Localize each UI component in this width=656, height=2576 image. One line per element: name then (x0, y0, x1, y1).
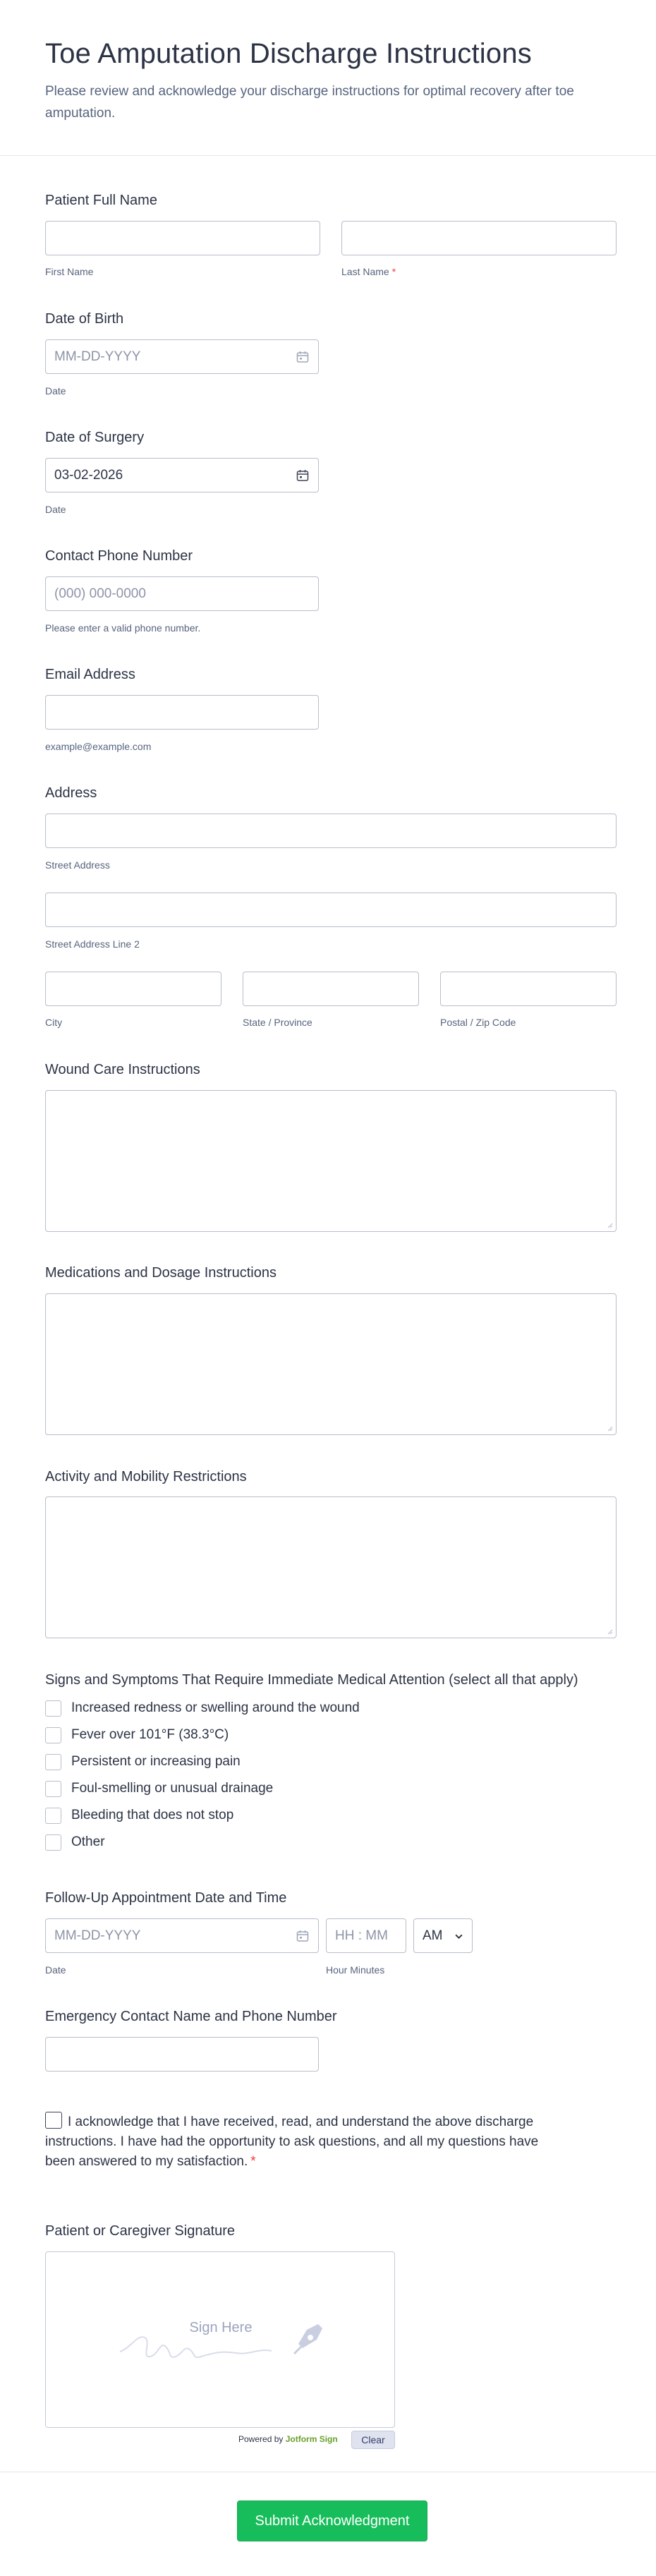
calendar-icon[interactable] (296, 350, 310, 364)
checkbox[interactable] (45, 1781, 61, 1797)
option-label: Foul-smelling or unusual drainage (71, 1781, 274, 1796)
emergency-input[interactable] (45, 2037, 319, 2072)
required-mark: * (250, 2154, 256, 2169)
option-label: Persistent or increasing pain (71, 1754, 241, 1769)
email-label: Email Address (45, 667, 135, 682)
followup-time-placeholder: HH : MM (335, 1928, 388, 1943)
state-input[interactable] (243, 972, 419, 1006)
street-address-sublabel: Street Address (45, 859, 110, 871)
signature-label: Patient or Caregiver Signature (45, 2223, 236, 2239)
signature-pad[interactable] (45, 2251, 395, 2428)
symptom-option-redness[interactable] (45, 1695, 616, 1722)
ampm-value: AM (423, 1928, 443, 1943)
last-name-input[interactable] (341, 221, 616, 255)
followup-date-placeholder: MM-DD-YYYY (54, 1928, 141, 1943)
symptom-option-fever[interactable] (45, 1722, 616, 1748)
ampm-select[interactable] (413, 1918, 473, 1953)
surgery-date-label: Date of Surgery (45, 430, 145, 445)
wound-care-textarea[interactable] (45, 1090, 616, 1232)
surgery-date-input[interactable] (45, 458, 319, 492)
acknowledge-checkbox[interactable] (45, 2112, 62, 2129)
email-sublabel: example@example.com (45, 741, 152, 752)
medications-label: Medications and Dosage Instructions (45, 1265, 277, 1281)
signature-placeholder: Sign Here (189, 2320, 253, 2335)
symptom-option-drainage[interactable] (45, 1775, 616, 1802)
symptom-option-bleeding[interactable] (45, 1802, 616, 1829)
calendar-icon[interactable] (296, 468, 310, 483)
zip-sublabel: Postal / Zip Code (440, 1017, 516, 1028)
symptoms-label: Signs and Symptoms That Require Immediate Medical Attention (select all that apply) (45, 1672, 578, 1688)
resize-grip-icon[interactable] (606, 1425, 613, 1432)
option-label: Other (71, 1834, 105, 1849)
followup-date-sublabel: Date (45, 1964, 66, 1976)
chevron-down-icon (454, 1932, 463, 1941)
calendar-icon[interactable] (296, 1929, 310, 1943)
dob-placeholder: MM-DD-YYYY (54, 349, 141, 364)
acknowledge-text: I acknowledge that I have received, read, and understand the above discharge instructions. I have had the opportunity to ask questions, and all my questions have been answered to my satisfaction. (45, 2115, 539, 2169)
resize-grip-icon[interactable] (606, 1628, 613, 1635)
option-label: Bleeding that does not stop (71, 1808, 234, 1822)
followup-time-sublabel: Hour Minutes (326, 1964, 385, 1976)
option-label: Fever over 101°F (38.3°C) (71, 1727, 229, 1742)
city-sublabel: City (45, 1017, 63, 1028)
checkbox[interactable] (45, 1808, 61, 1824)
powered-by-prefix: Powered by (238, 2434, 284, 2444)
checkbox[interactable] (45, 1754, 61, 1770)
phone-placeholder: (000) 000-0000 (54, 586, 146, 601)
phone-input[interactable] (45, 576, 319, 611)
last-name-sublabel-text: Last Name (341, 266, 389, 277)
wound-care-label: Wound Care Instructions (45, 1062, 200, 1077)
checkbox[interactable] (45, 1834, 61, 1851)
page-subtitle: Please review and acknowledge your discharge instructions for optimal recovery after toe amputation. (45, 84, 574, 121)
street-address-2-input[interactable] (45, 893, 616, 927)
zip-input[interactable] (440, 972, 616, 1006)
page-title: Toe Amputation Discharge Instructions (45, 38, 532, 69)
first-name-sublabel: First Name (45, 266, 94, 277)
street-address-2-sublabel: Street Address Line 2 (45, 938, 140, 950)
activity-label: Activity and Mobility Restrictions (45, 1469, 247, 1484)
email-input[interactable] (45, 695, 319, 730)
acknowledge-checkbox-row[interactable] (45, 2112, 553, 2172)
activity-textarea[interactable] (45, 1496, 616, 1638)
powered-by-brand[interactable]: Jotform Sign (285, 2434, 338, 2444)
checkbox[interactable] (45, 1727, 61, 1743)
last-name-sublabel (341, 265, 396, 278)
dob-label: Date of Birth (45, 311, 124, 327)
phone-label: Contact Phone Number (45, 548, 193, 564)
symptoms-checkbox-list (45, 1695, 616, 1856)
powered-by (238, 2433, 338, 2445)
dob-sublabel: Date (45, 385, 66, 397)
followup-label: Follow-Up Appointment Date and Time (45, 1890, 287, 1906)
first-name-input[interactable] (45, 221, 320, 255)
medications-textarea[interactable] (45, 1293, 616, 1435)
phone-sublabel: Please enter a valid phone number. (45, 622, 201, 634)
submit-button[interactable]: Submit Acknowledgment (237, 2501, 427, 2541)
patient-name-label: Patient Full Name (45, 193, 157, 208)
emergency-label: Emergency Contact Name and Phone Number (45, 2009, 337, 2024)
dob-input[interactable] (45, 339, 319, 374)
form-header (0, 0, 656, 156)
clear-signature-button[interactable]: Clear (351, 2431, 395, 2449)
street-address-input[interactable] (45, 814, 616, 848)
symptom-option-pain[interactable] (45, 1748, 616, 1775)
option-label: Increased redness or swelling around the wound (71, 1700, 360, 1715)
address-label: Address (45, 785, 97, 801)
symptom-option-other[interactable] (45, 1829, 616, 1856)
signature-scribble-icon (116, 2320, 335, 2369)
city-input[interactable] (45, 972, 221, 1006)
followup-time-input[interactable] (326, 1918, 406, 1953)
checkbox[interactable] (45, 1700, 61, 1717)
surgery-date-value: 03-02-2026 (54, 467, 123, 483)
resize-grip-icon[interactable] (606, 1221, 613, 1228)
followup-date-input[interactable] (45, 1918, 319, 1953)
state-sublabel: State / Province (243, 1017, 312, 1028)
surgery-date-sublabel: Date (45, 504, 66, 515)
required-mark: * (391, 266, 396, 277)
